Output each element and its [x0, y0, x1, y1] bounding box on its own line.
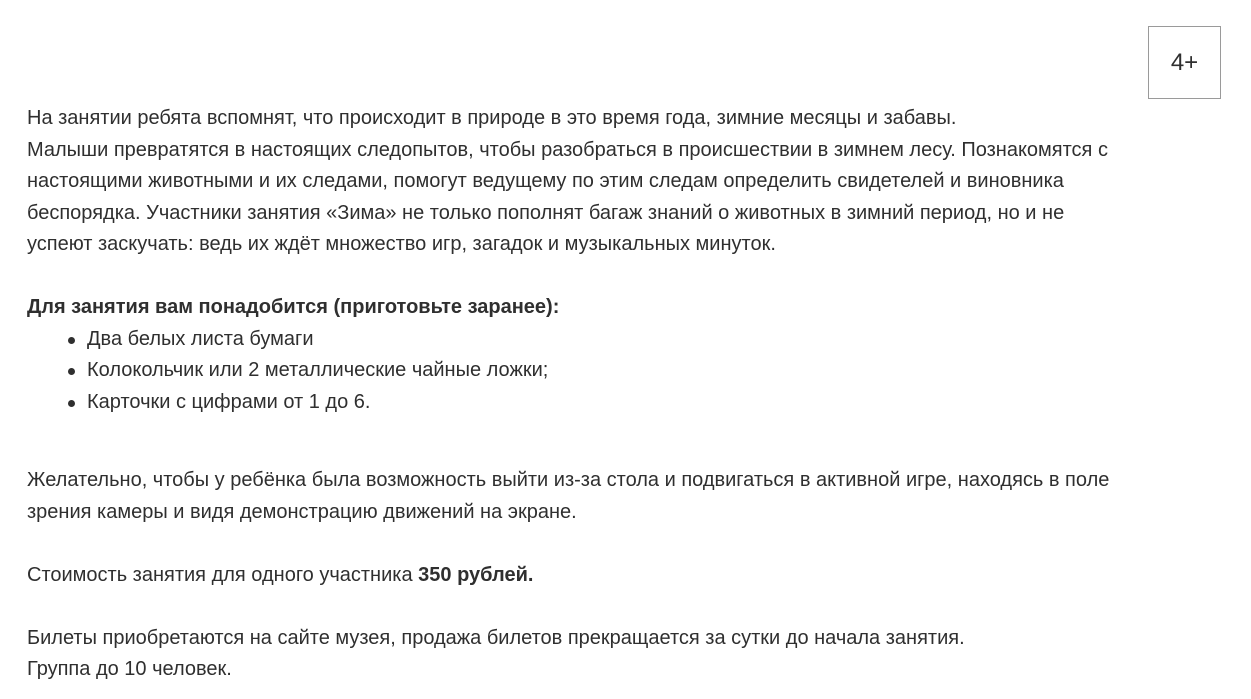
spacer [27, 261, 1227, 293]
activity-note-line: Желательно, чтобы у ребёнка была возможность выйти из-за стола и подвигаться в активной игре, находясь в поле [27, 469, 1110, 491]
requirements-title: Для занятия вам понадобится (приготовьте заранее): [27, 296, 560, 318]
price-amount: 350 рублей. [418, 563, 534, 586]
event-description [27, 103, 1227, 686]
description-paragraph [27, 103, 1227, 261]
price-paragraph [27, 560, 1227, 592]
requirements-section [27, 292, 1227, 418]
list-item [87, 324, 1227, 356]
group-size: Группа до 10 человек. [27, 658, 232, 680]
description-line: настоящими животными и их следами, помогут ведущему по этим следам определить свидетелей и виновника [27, 170, 1064, 192]
tickets-paragraph [27, 623, 1227, 686]
activity-note-line: зрения камеры и видя демонстрацию движений на экране. [27, 500, 577, 523]
spacer [27, 418, 1227, 465]
list-item [87, 355, 1227, 387]
description-line: успеют заскучать: ведь их ждёт множество игр, загадок и музыкальных минуток. [27, 233, 776, 255]
description-line: беспорядка. Участники занятия «Зима» не только пополнят багаж знаний о животных в зимний период, но и не [27, 201, 1065, 224]
price-label: Стоимость занятия для одного участника [27, 563, 419, 586]
list-item-text: Два белых листа бумаги [87, 327, 314, 350]
tickets-info: Билеты приобретаются на сайте музея, продажа билетов прекращается за сутки до начала занятия. [27, 626, 965, 649]
requirements-list [27, 324, 1227, 419]
activity-note-paragraph [27, 465, 1227, 528]
list-item-text: Карточки с цифрами от 1 до 6. [87, 390, 371, 413]
spacer [27, 591, 1227, 623]
bullet-icon [68, 368, 75, 375]
description-line: Малыши превратятся в настоящих следопытов, чтобы разобраться в происшествии в зимнем лесу. Познакомятся с [27, 138, 1108, 161]
age-rating-badge: 4+ [1148, 26, 1221, 99]
spacer [27, 528, 1227, 560]
list-item [87, 387, 1227, 419]
description-line: На занятии ребята вспомнят, что происходит в природе в это время года, зимние месяцы и забавы. [27, 107, 957, 129]
bullet-icon [68, 337, 75, 344]
bullet-icon [68, 400, 75, 407]
list-item-text: Колокольчик или 2 металлические чайные ложки; [87, 359, 549, 381]
